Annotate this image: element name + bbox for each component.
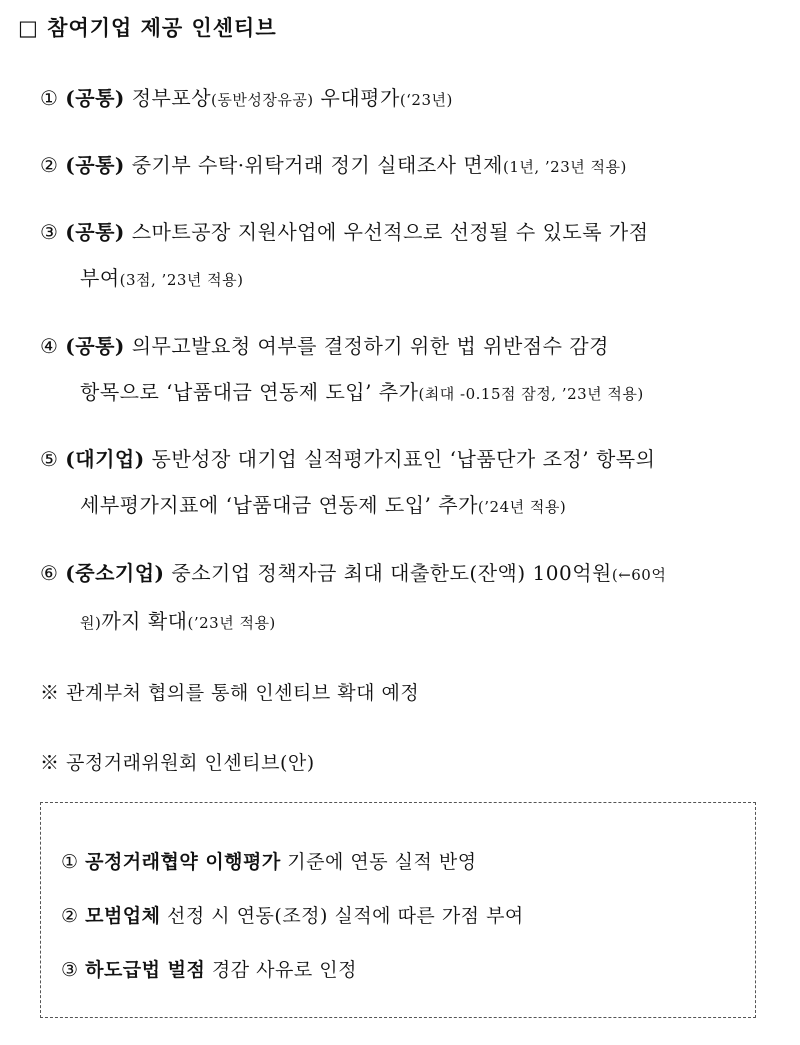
box-item-2 <box>61 901 524 928</box>
item-text: 정부포상 <box>124 86 212 110</box>
box-item-bold: 공정거래협약 이행평가 <box>85 851 281 873</box>
item-note: (’24년 적용) <box>477 498 567 516</box>
item-note: (’23년 적용) <box>187 614 276 632</box>
item-note: 원) <box>80 614 102 632</box>
item-number: ③ <box>40 220 59 244</box>
item-number: ⑤ <box>40 447 59 471</box>
item-tag: (중소기업) <box>65 561 165 585</box>
item-tag: (공통) <box>65 220 125 244</box>
box-item-1 <box>61 847 477 874</box>
item-text: 의무고발요청 여부를 결정하기 위한 법 위반점수 감경 <box>124 334 609 358</box>
box-item-bold: 모범업체 <box>85 905 161 927</box>
incentive-item-5 <box>40 436 768 530</box>
item-tag: (대기업) <box>65 447 145 471</box>
note-ftc-heading: ※ 공정거래위원회 인센티브(안) <box>40 752 315 774</box>
item-tag: (공통) <box>65 153 125 177</box>
ftc-incentive-box <box>40 802 756 1018</box>
item-tag: (공통) <box>65 86 125 110</box>
item-text: 항목으로 ‘납품대금 연동제 도입’ 추가 <box>80 380 419 404</box>
incentive-item-1 <box>40 75 768 123</box>
item-text: 중기부 수탁·위탁거래 정기 실태조사 면제 <box>124 153 503 177</box>
item-text: 세부평가지표에 ‘납품대금 연동제 도입’ 추가 <box>80 493 478 517</box>
incentive-item-2 <box>40 142 768 190</box>
item-number: ① <box>40 86 59 110</box>
note-expansion: ※ 관계부처 협의를 통해 인센티브 확대 예정 <box>40 682 420 704</box>
item-number: ④ <box>40 334 59 358</box>
item-number: ⑥ <box>40 561 59 585</box>
item-text: 동반성장 대기업 실적평가지표인 ‘납품단가 조정’ 항목의 <box>144 447 656 471</box>
incentive-item-3 <box>40 209 768 303</box>
box-item-bold: 하도급법 벌점 <box>85 959 206 981</box>
item-text: 우대평가 <box>313 86 400 110</box>
item-note: (3점, ’23년 적용) <box>119 271 244 289</box>
box-item-text: 선정 시 연동(조정) 실적에 따른 가점 부여 <box>160 905 524 927</box>
item-note: (최대 -0.15점 잠정, ’23년 적용) <box>418 385 644 403</box>
box-item-number: ② <box>61 905 79 927</box>
box-item-text: 경감 사유로 인정 <box>205 959 357 981</box>
incentive-item-6 <box>40 550 768 646</box>
incentive-item-4 <box>40 323 768 417</box>
item-text: 스마트공장 지원사업에 우선적으로 선정될 수 있도록 가점 <box>124 220 649 244</box>
section-title: □ 참여기업 제공 인센티브 <box>18 15 277 40</box>
item-tag: (공통) <box>65 334 125 358</box>
item-note: (←60억 <box>611 566 667 584</box>
box-item-number: ③ <box>61 959 79 981</box>
item-note: (‘23년) <box>399 91 453 109</box>
item-text: 중소기업 정책자금 최대 대출한도(잔액) 100억원 <box>164 561 612 585</box>
item-note: (동반성장유공) <box>211 91 314 109</box>
item-text: 까지 확대 <box>101 609 188 633</box>
box-item-3 <box>61 955 357 982</box>
box-item-text: 기준에 연동 실적 반영 <box>280 851 477 873</box>
box-item-number: ① <box>61 851 79 873</box>
item-text: 부여 <box>80 266 120 290</box>
item-note: (1년, ’23년 적용) <box>502 158 627 176</box>
item-number: ② <box>40 153 59 177</box>
